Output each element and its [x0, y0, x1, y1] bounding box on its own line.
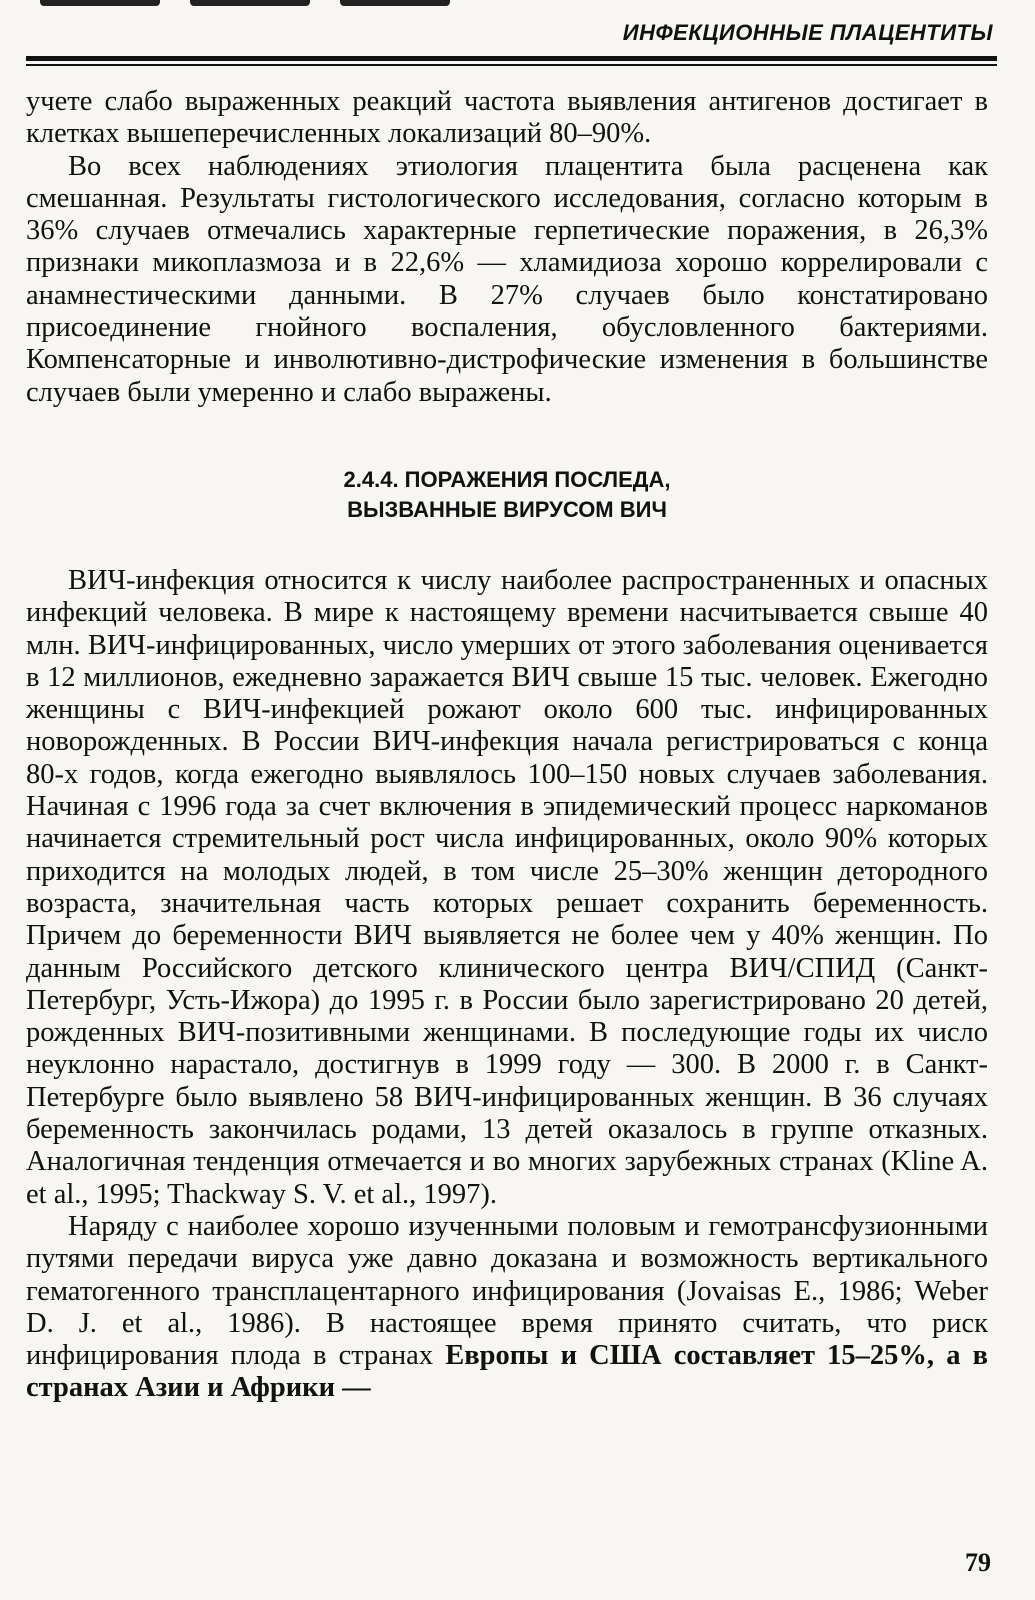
paragraph: ВИЧ-инфекция относится к числу наиболее распространенных и опасных инфекций человека. В мире к настоящему времени насчитывается свыше 40 млн. ВИЧ-инфицированных, число умерших от этого заболевания оценивается в 12 миллионов, ежедневно заражается ВИЧ свыше 15 тыс. человек. Ежегодно женщины с ВИЧ-инфекцией рожают около 600 тыс. инфицированных новорожденных. В России ВИЧ-инфекция начала регистрироваться с конца 80-х годов, когда ежегодно выявлялось 100–150 новых случаев заболевания. Начиная с 1996 года за счет включения в эпидемический процесс наркоманов начинается стремительный рост числа инфицированных, около 90% которых приходится на молодых людей, в том числе 25–30% женщин детородного возраста, значительная часть которых решает сохранить беременность. Причем до беременности ВИЧ выявляется не более чем у 40% женщин. По данным Российского детского клинического центра ВИЧ/СПИД (Санкт-Петербург, Усть-Ижора) до 1995 г. в России было зарегистрировано 20 детей, рожденных ВИЧ-позитивными женщинами. В последующие годы их число неуклонно нарастало, достигнув в 1999 году — 300. В 2000 г. в Санкт-Петербурге было выявлено 58 ВИЧ-инфицированных женщин. В 36 случаях беременность закончилась родами, 13 детей оказалось в группе отказных. Аналогичная тенденция отмечается и во многих зарубежных странах (Kline A. et al., 1995; Thackway S. V. et al., 1997). [26, 564, 988, 1210]
header-rule-thick [26, 56, 997, 61]
section-heading-line-1: 2.4.4. ПОРАЖЕНИЯ ПОСЛЕДА, [343, 466, 671, 492]
paragraph: Во всех наблюдениях этиология плацентита была расценена как смешанная. Результаты гистологического исследования, согласно которым в 36% случаев отмечались характерные герпетические поражения, в 26,3% признаки микоплазмоза и в 22,6% — хламидиоза хорошо коррелировали с анамнестическими данными. В 27% случаев было констатировано присоединение гнойного воспаления, обусловленного бактериями. Компенсаторные и инволютивно-дистрофические изменения в большинстве случаев были умеренно и слабо выражены. [26, 150, 988, 408]
section-heading [26, 465, 988, 525]
paragraph [26, 1211, 988, 1405]
running-title: ИНФЕКЦИОННЫЕ ПЛАЦЕНТИТЫ [622, 20, 993, 45]
top-edge-marks [40, 0, 460, 8]
page-number: 79 [965, 1548, 991, 1577]
section-heading-line-2: ВЫЗВАННЫЕ ВИРУСОМ ВИЧ [347, 496, 667, 522]
paragraph-text: Наряду с наиболее хорошо изученными половым и гемотрансфузионными путями передачи вируса уже давно доказана и возможность вертикального гематогенного трансплацентарного инфицирования (Jovaisas E., 1986; Weber D. J. et al., 1986). В настоящее время принято считать, что риск инфицирования плода в странах [26, 1210, 988, 1372]
header-rule-thin [26, 64, 997, 66]
page-body [26, 86, 988, 1405]
paragraph-continued: учете слабо выраженных реакций частота выявления антигенов достигает в клетках вышеперечисленных локализаций 80–90%. [26, 86, 988, 150]
paragraph-last-line: Европы и США составляет 15–25%, а в странах Азии и Африки — [26, 1340, 989, 1404]
